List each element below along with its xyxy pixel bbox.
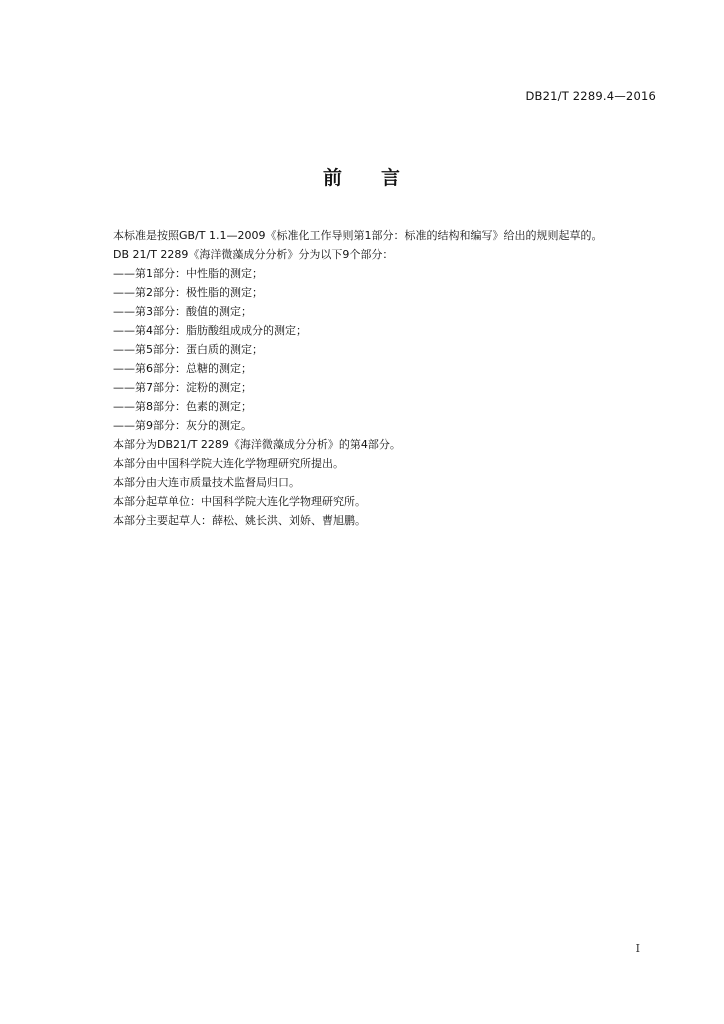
part-list-item: ——第7部分：淀粉的测定； (113, 381, 252, 394)
closing-line: 本部分主要起草人：薛松、姚长洪、刘娇、曹旭鹏。 (113, 514, 366, 527)
page-number: I (635, 942, 640, 955)
part-list-item: ——第2部分：极性脂的测定； (113, 286, 263, 299)
closing-line: 本部分由大连市质量技术监督局归口。 (113, 476, 300, 489)
title-char-1: 前 (322, 167, 343, 189)
intro-paragraph-2: DB 21/T 2289《海洋微藻成分分析》分为以下9个部分： (113, 248, 394, 261)
part-list-item: ——第9部分：灰分的测定。 (113, 419, 252, 432)
part-list-item: ——第4部分：脂肪酸组成成分的测定； (113, 324, 307, 337)
closing-line: 本部分为DB21/T 2289《海洋微藻成分分析》的第4部分。 (113, 438, 401, 451)
closing-line: 本部分由中国科学院大连化学物理研究所提出。 (113, 457, 344, 470)
part-list-item: ——第1部分：中性脂的测定； (113, 267, 263, 280)
title-char-2: 言 (381, 167, 402, 189)
part-list-item: ——第8部分：色素的测定； (113, 400, 252, 413)
document-body (88, 226, 660, 530)
intro-paragraph-1: 本标准是按照GB/T 1.1—2009《标准化工作导则第1部分：标准的结构和编写》给出的规则起草的。 (113, 229, 603, 242)
document-code: DB21/T 2289.4—2016 (525, 89, 656, 103)
part-list-item: ——第5部分：蛋白质的测定； (113, 343, 263, 356)
part-list-item: ——第3部分：酸值的测定； (113, 305, 252, 318)
page-title (0, 163, 724, 190)
part-list-item: ——第6部分：总糖的测定； (113, 362, 252, 375)
closing-line: 本部分起草单位：中国科学院大连化学物理研究所。 (113, 495, 366, 508)
